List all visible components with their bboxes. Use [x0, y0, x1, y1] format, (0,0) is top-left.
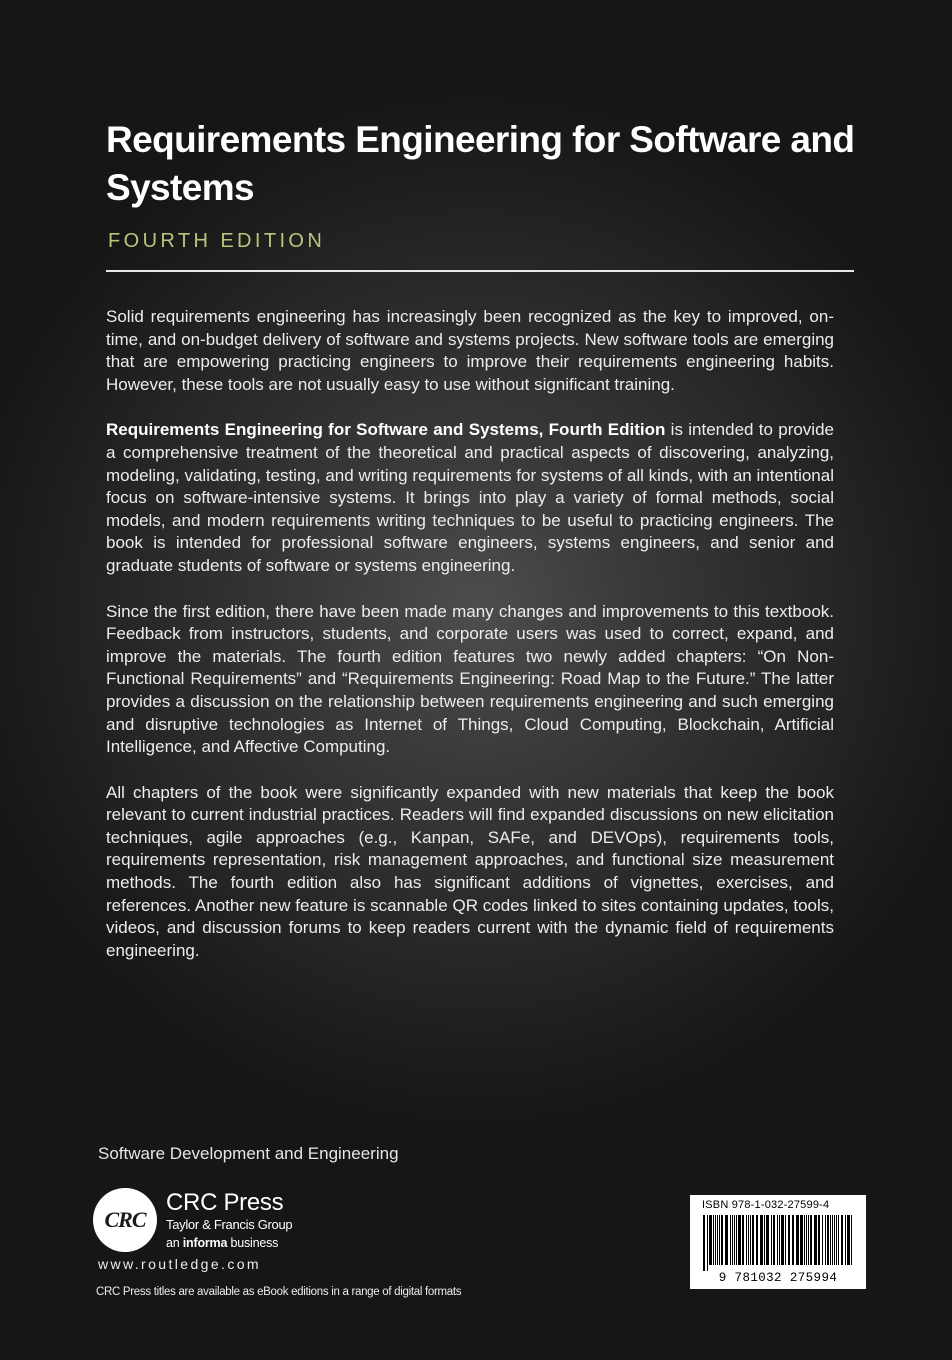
barcode-bar	[822, 1215, 823, 1265]
barcode-bar	[715, 1215, 716, 1265]
barcode-bar	[810, 1215, 812, 1265]
ebook-note: CRC Press titles are available as eBook editions in a range of digital formats	[96, 1286, 462, 1298]
barcode-bar	[779, 1215, 780, 1265]
barcode-bar	[781, 1215, 784, 1265]
barcode-bar	[818, 1215, 820, 1265]
blurb-paragraph-4: All chapters of the book were significantly expanded with new materials that keep the book relevant to current industrial practices. Readers will find expanded discussions on new elicitation techniques, agile approaches (e.g., Kanpan, SAFe, and DEVOps), requirements tools, requirements representation, risk management approaches, and functional size measurement methods. The fourth edition also has significant additions of vignettes, exercises, and references. Another new feature is scannable QR codes linked to sites containing updates, tools, videos, and discussion forums to keep readers current with the dynamic field of requirements engineering.	[106, 782, 834, 960]
barcode-bar	[713, 1215, 714, 1265]
publisher-name: CRC Press	[166, 1189, 284, 1216]
publisher-group: Taylor & Francis Group	[166, 1217, 293, 1232]
barcode-bar	[804, 1215, 805, 1265]
barcode-bar	[756, 1215, 758, 1265]
barcode-bar	[750, 1215, 751, 1265]
barcode-bar	[734, 1215, 735, 1265]
blurb-paragraph-3: Since the first edition, there have been made many changes and improvements to this textbook. Feedback from instructors, students, and corporate users was used to correct, expand, and improve the materials. The fourth edition features two newly added chapters: “On Non-Functional Requirements” and “Requirements Engineering: Road Map to the Future.” The latter provides a discussion on the relationship between requirements engineering and such emerging and disruptive technologies as Internet of Things, Cloud Computing, Blockchain, Artificial Intelligence, and Affective Computing.	[106, 601, 834, 757]
barcode-bar	[730, 1215, 731, 1265]
barcode-bar	[777, 1215, 778, 1265]
barcode-bar	[742, 1215, 744, 1265]
barcode-bar	[808, 1215, 809, 1265]
barcode-bar	[788, 1215, 790, 1265]
barcode-bar	[825, 1215, 826, 1265]
barcode-bar	[792, 1215, 794, 1265]
barcode-bar	[764, 1215, 765, 1265]
barcode-bar	[836, 1215, 837, 1265]
barcode-bar	[736, 1215, 737, 1265]
barcode-bar	[773, 1215, 775, 1265]
barcode-bar	[752, 1215, 754, 1265]
barcode-bar	[827, 1215, 829, 1265]
barcode-bars	[702, 1215, 854, 1271]
crc-logo	[93, 1188, 157, 1252]
isbn-barcode	[690, 1195, 866, 1289]
barcode-bar	[814, 1215, 817, 1265]
informa-word: informa	[182, 1236, 228, 1250]
barcode-bar	[746, 1215, 747, 1265]
blurb-paragraph-2-text: is intended to provide a comprehensive treatment of the theoretical and practical aspects of discovering, analyzing, modeling, validating, testing, and writing requirements for systems of all kinds, with an intentional focus on software-intensive systems. It brings into play a variety of formal methods, social models, and modern requirements writing techniques to be useful to practicing engineers. The book is intended for professional software engineers, systems engineers, and senior and graduate students of software or systems engineering.	[106, 420, 834, 575]
barcode-bar	[721, 1215, 723, 1265]
informa-suffix: business	[227, 1236, 279, 1250]
blurb-paragraph-1: Solid requirements engineering has increasingly been recognized as the key to improved, on-time, and on-budget delivery of software and systems projects. New software tools are emerging that are empowering practicing engineers to improve their requirements engineering habits. However, these tools are not usually easy to use without significant training.	[106, 307, 834, 394]
barcode-bar	[703, 1215, 705, 1271]
barcode-bar	[725, 1215, 728, 1265]
barcode-bar	[719, 1215, 720, 1265]
barcode-bar	[748, 1215, 749, 1265]
barcode-bar	[800, 1215, 803, 1265]
barcode-bar	[766, 1215, 769, 1265]
blurb	[106, 306, 834, 985]
informa-prefix: an	[166, 1236, 183, 1250]
barcode-bar	[738, 1215, 741, 1265]
book-title: Requirements Engineering for Software and Systems	[106, 119, 855, 208]
barcode-bar	[841, 1215, 843, 1265]
barcode-bar	[832, 1215, 833, 1265]
barcode-bar	[707, 1215, 708, 1271]
blurb-book-title: Requirements Engineering for Software and Systems, Fourth Edition	[106, 420, 666, 440]
isbn-number: ISBN 978-1-032-27599-4	[702, 1199, 830, 1211]
publisher-informa	[166, 1234, 292, 1252]
barcode-bar	[709, 1215, 712, 1265]
publisher-website: www.routledge.com	[98, 1256, 261, 1272]
publisher-block	[166, 1190, 292, 1252]
blurb-paragraph-2	[106, 419, 834, 577]
barcode-bar	[830, 1215, 831, 1265]
edition-label: FOURTH EDITION	[108, 230, 326, 252]
series-label: Software Development and Engineering	[98, 1144, 399, 1163]
barcode-bar	[851, 1215, 852, 1265]
barcode-bar	[771, 1215, 772, 1265]
barcode-bar	[806, 1215, 807, 1265]
barcode-bar	[785, 1215, 786, 1265]
barcode-bar	[732, 1215, 733, 1265]
barcode-bar	[760, 1215, 763, 1265]
barcode-bar	[834, 1215, 835, 1265]
barcode-bar	[796, 1215, 799, 1265]
crc-logo-text: CRC	[104, 1207, 146, 1232]
barcode-bar	[847, 1215, 850, 1265]
barcode-digits: 9 781032 275994	[718, 1271, 838, 1285]
barcode-bar	[838, 1215, 839, 1265]
barcode-bar	[717, 1215, 718, 1265]
title-divider	[106, 270, 854, 272]
barcode-bar	[845, 1215, 846, 1265]
